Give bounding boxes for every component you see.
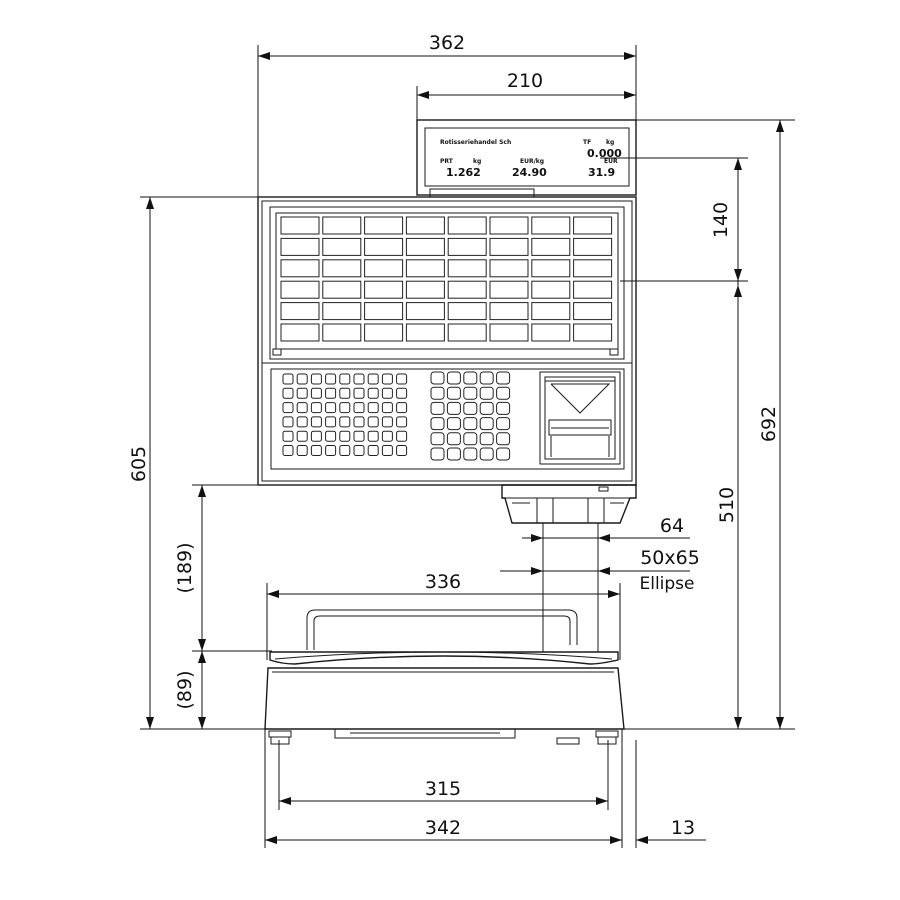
function-key xyxy=(340,388,350,398)
plu-key xyxy=(406,303,444,320)
numeric-key xyxy=(480,448,493,460)
dim-pole-width: 64 xyxy=(659,515,685,537)
display-kg-2: kg xyxy=(473,158,482,165)
dim-overall-height: 692 xyxy=(758,405,780,443)
plu-key xyxy=(532,324,570,341)
numeric-key xyxy=(480,402,493,414)
plu-key xyxy=(574,303,612,320)
function-key xyxy=(311,431,321,441)
plu-key xyxy=(574,238,612,255)
plu-key xyxy=(532,260,570,277)
function-key xyxy=(326,431,336,441)
plu-key xyxy=(490,217,528,234)
numeric-key xyxy=(480,387,493,399)
plu-key xyxy=(365,324,403,341)
function-key xyxy=(297,403,307,413)
function-key xyxy=(368,417,378,427)
numeric-key xyxy=(497,402,510,414)
function-key xyxy=(397,388,407,398)
display-eur-kg: EUR/kg xyxy=(520,158,545,165)
function-key xyxy=(326,417,336,427)
display-tf: TF xyxy=(583,139,592,146)
plu-key xyxy=(490,303,528,320)
function-key xyxy=(368,374,378,384)
numeric-key xyxy=(447,433,460,445)
function-key xyxy=(283,446,293,456)
numeric-key-grid xyxy=(431,372,510,460)
customer-display xyxy=(417,120,636,197)
numeric-key xyxy=(431,372,444,384)
numeric-key xyxy=(480,433,493,445)
numeric-key xyxy=(497,418,510,430)
plu-key xyxy=(281,324,319,341)
function-key xyxy=(368,388,378,398)
plu-key xyxy=(281,303,319,320)
plu-key xyxy=(448,238,486,255)
numeric-key xyxy=(464,372,477,384)
numeric-key xyxy=(464,387,477,399)
numeric-key xyxy=(447,402,460,414)
dim-rear-offset: 13 xyxy=(670,817,696,839)
function-key xyxy=(311,446,321,456)
plu-key xyxy=(323,260,361,277)
numeric-key xyxy=(464,448,477,460)
display-prt: PRT xyxy=(440,158,453,165)
plu-key xyxy=(365,281,403,298)
numeric-key xyxy=(497,372,510,384)
display-unit-price: 24.90 xyxy=(512,166,547,179)
numeric-key xyxy=(480,418,493,430)
display-weight: 1.262 xyxy=(446,166,481,179)
plu-key xyxy=(532,281,570,298)
plu-key xyxy=(406,260,444,277)
numeric-key xyxy=(464,433,477,445)
plu-key-grid xyxy=(281,217,612,341)
plu-key xyxy=(323,238,361,255)
plu-key xyxy=(448,303,486,320)
display-header: Rotisseriehandel Sch xyxy=(440,139,512,146)
plu-key xyxy=(574,324,612,341)
function-key xyxy=(340,446,350,456)
numeric-key xyxy=(431,402,444,414)
dim-tray-width: 336 xyxy=(424,571,462,593)
function-key xyxy=(283,403,293,413)
dim-body-height: 605 xyxy=(128,445,150,483)
function-key xyxy=(354,417,364,427)
plu-key xyxy=(490,281,528,298)
plu-key xyxy=(281,238,319,255)
numeric-key xyxy=(447,448,460,460)
display-total: 31.9 xyxy=(588,166,616,179)
function-key xyxy=(326,374,336,384)
plu-key xyxy=(574,217,612,234)
numeric-key xyxy=(447,418,460,430)
plu-key xyxy=(365,238,403,255)
numeric-key xyxy=(497,387,510,399)
function-key xyxy=(382,446,392,456)
dim-overall-width: 362 xyxy=(428,32,466,54)
function-key xyxy=(326,403,336,413)
display-big-value: 0.000 xyxy=(587,147,622,160)
plu-key xyxy=(532,303,570,320)
function-key xyxy=(368,446,378,456)
plu-key xyxy=(281,217,319,234)
plu-key xyxy=(448,260,486,277)
function-key xyxy=(297,431,307,441)
function-key xyxy=(354,431,364,441)
numeric-key xyxy=(480,372,493,384)
dim-display-height: 140 xyxy=(710,201,732,239)
plu-key xyxy=(406,217,444,234)
plu-key xyxy=(323,217,361,234)
dim-pole-section-shape: Ellipse xyxy=(639,574,695,594)
numeric-key xyxy=(431,433,444,445)
dim-base-inner-width: 315 xyxy=(424,778,462,800)
scale-base xyxy=(265,610,624,744)
numeric-key xyxy=(431,387,444,399)
function-key xyxy=(326,388,336,398)
plu-key xyxy=(281,281,319,298)
function-key xyxy=(283,417,293,427)
numeric-key xyxy=(497,433,510,445)
plu-key xyxy=(574,281,612,298)
plu-key xyxy=(323,281,361,298)
function-key xyxy=(283,431,293,441)
plu-key xyxy=(406,238,444,255)
function-key xyxy=(354,374,364,384)
numeric-key xyxy=(431,448,444,460)
function-key xyxy=(397,446,407,456)
function-key xyxy=(283,388,293,398)
function-key xyxy=(297,374,307,384)
numeric-key xyxy=(497,448,510,460)
function-key xyxy=(368,403,378,413)
function-key xyxy=(397,431,407,441)
function-key xyxy=(382,388,392,398)
plu-key xyxy=(532,238,570,255)
function-key xyxy=(382,374,392,384)
function-key xyxy=(354,403,364,413)
dim-column-height: 510 xyxy=(716,486,738,524)
numeric-key xyxy=(447,372,460,384)
function-key xyxy=(340,403,350,413)
plu-key xyxy=(574,260,612,277)
plu-key xyxy=(281,260,319,277)
plu-key xyxy=(448,217,486,234)
dim-base-height: (89) xyxy=(174,670,196,710)
numeric-key xyxy=(464,418,477,430)
plu-key xyxy=(490,260,528,277)
display-eur: EUR xyxy=(604,158,618,165)
dim-base-width: 342 xyxy=(424,817,462,839)
function-key xyxy=(354,388,364,398)
function-key xyxy=(397,403,407,413)
pole-column xyxy=(502,485,636,652)
plu-key xyxy=(323,303,361,320)
function-key xyxy=(311,403,321,413)
function-key xyxy=(340,431,350,441)
display-kg: kg xyxy=(606,139,615,146)
plu-key xyxy=(448,324,486,341)
function-key xyxy=(297,417,307,427)
function-key xyxy=(326,446,336,456)
function-key xyxy=(297,446,307,456)
function-key xyxy=(368,431,378,441)
plu-key xyxy=(490,238,528,255)
plu-key xyxy=(406,281,444,298)
function-key xyxy=(311,388,321,398)
plu-key xyxy=(365,217,403,234)
plu-key xyxy=(490,324,528,341)
function-key xyxy=(382,431,392,441)
function-key xyxy=(397,417,407,427)
plu-key xyxy=(448,281,486,298)
function-key xyxy=(311,417,321,427)
function-key xyxy=(340,374,350,384)
plu-key xyxy=(406,324,444,341)
function-key xyxy=(354,446,364,456)
plu-key xyxy=(323,324,361,341)
function-key xyxy=(382,403,392,413)
dim-gap-height: (189) xyxy=(174,542,196,594)
dim-display-width: 210 xyxy=(506,70,544,92)
function-key xyxy=(311,374,321,384)
function-key xyxy=(283,374,293,384)
function-key xyxy=(297,388,307,398)
function-key xyxy=(340,417,350,427)
function-key xyxy=(382,417,392,427)
numeric-key xyxy=(431,418,444,430)
dim-pole-section: 50x65 xyxy=(640,547,700,569)
plu-key xyxy=(532,217,570,234)
plu-key xyxy=(365,260,403,277)
plu-key xyxy=(365,303,403,320)
function-key xyxy=(397,374,407,384)
function-key-grid xyxy=(283,374,407,456)
numeric-key xyxy=(447,387,460,399)
numeric-key xyxy=(464,402,477,414)
